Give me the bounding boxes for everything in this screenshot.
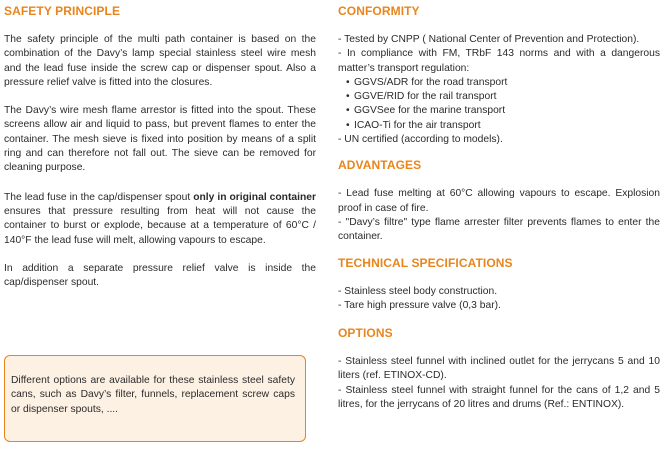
list-item: • GGVE/RID for the rail transport — [338, 90, 660, 104]
para3-start: The lead fuse in the cap/dispenser spout — [4, 191, 194, 203]
tech-spec-valve: - Tare high pressure valve (0,3 bar). — [338, 299, 501, 311]
list-item: • GGVSee for the marine transport — [338, 104, 660, 118]
safety-paragraph-1: The safety principle of the multi path container is based on the combination of the Davy’s lamp special stainless steel wire mesh and the lead fuse inside the screw cap or dispenser spout. Also a pressure relief valve is fitted into the closures. — [4, 34, 316, 88]
options-callout-text: Different options are available for these stainless steel safety cans, such as Davy’s filter, funnels, replacement screw caps or dispenser spouts, .... — [11, 375, 295, 415]
advantage-davys-filter: - "Davy’s filtre" type flame arrester filter prevents flames to enter the container. — [338, 216, 660, 243]
advantages-heading: ADVANTAGES — [338, 158, 422, 173]
safety-principle-heading: SAFETY PRINCIPLE — [4, 4, 121, 18]
technical-specifications-heading: TECHNICAL SPECIFICATIONS — [338, 255, 513, 270]
safety-paragraph-2: The Davy’s wire mesh flame arrestor is fitted into the spout. These screens allow air and liquid to pass, but prevent flames to enter the container. The mesh sieve is fixed into position by means of a split ring and can therefore not fall out. The sieve can be removed for cleaning purpose. — [4, 105, 316, 174]
transport-regulation-list — [338, 76, 660, 133]
conformity-compliance: - In compliance with FM, TRbF 143 norms and with a dangerous matter’s transport regulation: — [338, 48, 660, 74]
left-column — [4, 0, 317, 415]
safety-paragraph-4: In addition a separate pressure relief valve is inside the cap/dispenser spout. — [4, 262, 316, 289]
option-inclined-funnel: - Stainless steel funnel with inclined outlet for the jerrycans 5 and 10 liters (ref. ETINOX-CD). — [338, 356, 660, 382]
advantage-lead-fuse: - Lead fuse melting at 60°C allowing vapours to escape. Explosion proof in case of fire. — [338, 188, 660, 214]
para3-end: ensures that pressure resulting from heat will not cause the container to burst or explode, because at a temperature of 60°C / 140°F the lead fuse will melt, allowing vapours to escape. — [4, 205, 316, 246]
conformity-tested: - Tested by CNPP ( National Center of Prevention and Protection). — [338, 34, 640, 45]
list-item: • GGVS/ADR for the road transport — [338, 76, 660, 90]
conformity-heading: CONFORMITY — [338, 4, 420, 18]
original-container-emphasis: only in original container — [193, 191, 317, 203]
right-column — [338, 0, 660, 412]
option-straight-funnel: - Stainless steel funnel with straight funnel for the cans of 1,2 and 5 litres, for the jerrycans of 20 litres and drums (Ref.: ENTINOX). — [338, 384, 660, 411]
list-item: • ICAO-Ti for the air transport — [338, 119, 660, 133]
conformity-un-certified: - UN certified (according to models). — [338, 134, 503, 146]
safety-paragraph-3 — [4, 191, 316, 248]
tech-spec-body: - Stainless steel body construction. — [338, 285, 498, 297]
options-heading: OPTIONS — [338, 326, 393, 341]
options-callout-box — [4, 355, 306, 442]
